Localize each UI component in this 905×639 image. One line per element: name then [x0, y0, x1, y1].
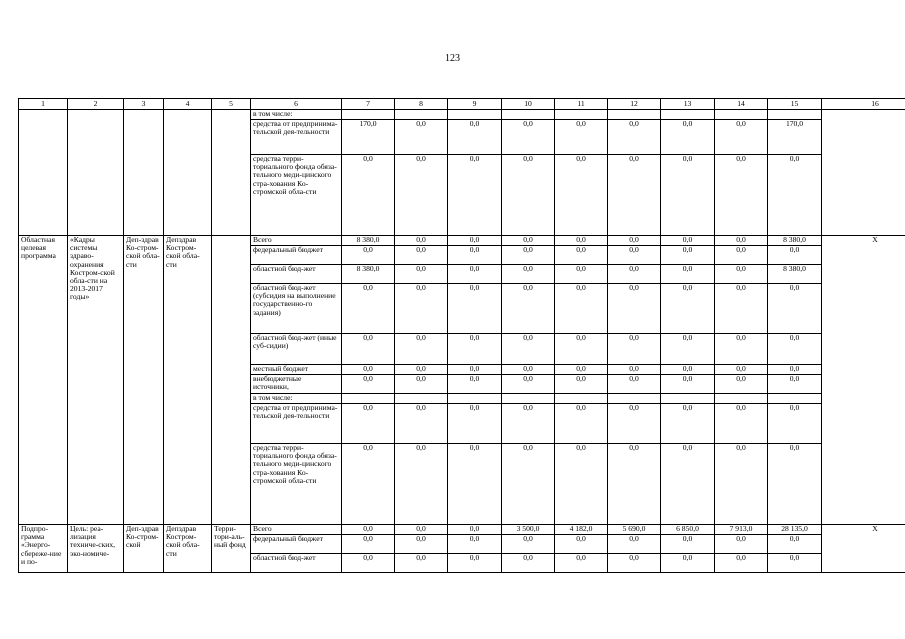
value-cell: 0,0 [661, 246, 715, 265]
value-cell [768, 394, 822, 404]
value-cell: 0,0 [555, 535, 608, 554]
value-cell: 0,0 [768, 284, 822, 334]
value-cell: 0,0 [342, 404, 395, 444]
value-cell: 0,0 [555, 236, 608, 246]
funding-source-label: областной бюд-жет [251, 265, 342, 284]
value-cell [395, 110, 448, 120]
value-cell: 0,0 [768, 334, 822, 365]
funding-source-label: в том числе: [251, 394, 342, 404]
value-cell: 0,0 [768, 404, 822, 444]
value-cell: 0,0 [555, 246, 608, 265]
value-cell: 0,0 [715, 404, 768, 444]
value-cell: 8 380,0 [342, 265, 395, 284]
value-cell: 0,0 [395, 525, 448, 535]
value-cell: 0,0 [608, 265, 661, 284]
value-cell [768, 110, 822, 120]
funding-source-label: областной бюд-жет [251, 554, 342, 573]
value-cell: 0,0 [715, 444, 768, 525]
header-cell: 3 [124, 99, 164, 110]
entity-col1 [19, 110, 68, 236]
header-cell: 8 [395, 99, 448, 110]
entity-col3: Деп-здрав Ко-стром-ской обла-сти [124, 236, 164, 525]
value-cell: 0,0 [555, 444, 608, 525]
value-cell: 0,0 [395, 155, 448, 236]
value-cell: 0,0 [448, 265, 502, 284]
value-cell: 0,0 [715, 365, 768, 375]
value-cell: 0,0 [768, 444, 822, 525]
header-cell: 6 [251, 99, 342, 110]
value-cell: 0,0 [395, 265, 448, 284]
header-row [19, 99, 905, 110]
value-cell: 0,0 [502, 535, 555, 554]
value-cell: 0,0 [608, 535, 661, 554]
value-cell: 0,0 [395, 375, 448, 394]
value-cell: 0,0 [395, 120, 448, 155]
entity-col4: Депздрав Костром-ской обла-сти [164, 236, 212, 525]
value-cell: 0,0 [448, 375, 502, 394]
value-cell: 170,0 [342, 120, 395, 155]
value-cell: 0,0 [715, 120, 768, 155]
value-cell [342, 394, 395, 404]
value-cell: 0,0 [608, 444, 661, 525]
value-cell: 0,0 [342, 365, 395, 375]
value-cell: 0,0 [448, 535, 502, 554]
value-cell: 0,0 [448, 365, 502, 375]
value-cell: 0,0 [715, 265, 768, 284]
value-cell: 0,0 [395, 444, 448, 525]
value-cell: 0,0 [661, 120, 715, 155]
value-cell: 0,0 [608, 554, 661, 573]
value-cell: 0,0 [502, 334, 555, 365]
value-cell: 0,0 [661, 404, 715, 444]
funding-source-label: средства от предпринима-тельской дея-тельности [251, 120, 342, 155]
value-cell: 0,0 [502, 444, 555, 525]
value-cell: 0,0 [395, 535, 448, 554]
value-cell: 0,0 [448, 404, 502, 444]
value-cell: 0,0 [448, 444, 502, 525]
value-cell [395, 394, 448, 404]
value-cell: 0,0 [608, 284, 661, 334]
value-cell: 0,0 [502, 246, 555, 265]
value-cell: 0,0 [395, 404, 448, 444]
value-cell: 0,0 [342, 334, 395, 365]
value-cell: 0,0 [502, 284, 555, 334]
value-cell: 0,0 [661, 375, 715, 394]
value-cell: 0,0 [661, 265, 715, 284]
notes-cell: X [822, 236, 905, 525]
table-row [19, 110, 905, 120]
value-cell: 0,0 [768, 375, 822, 394]
value-cell: 0,0 [661, 334, 715, 365]
header-cell: 13 [661, 99, 715, 110]
notes-cell: X [822, 525, 905, 573]
value-cell [715, 394, 768, 404]
header-cell: 16 [822, 99, 905, 110]
value-cell [608, 394, 661, 404]
header-cell: 4 [164, 99, 212, 110]
value-cell: 0,0 [555, 375, 608, 394]
header-cell: 5 [212, 99, 251, 110]
header-cell: 7 [342, 99, 395, 110]
funding-source-label: областной бюд-жет (субсидия на выполнение государственно-го задания) [251, 284, 342, 334]
value-cell [448, 394, 502, 404]
entity-col5: Терри-тори-аль-ный фонд [212, 525, 251, 573]
value-cell: 0,0 [448, 236, 502, 246]
value-cell: 28 135,0 [768, 525, 822, 535]
value-cell: 0,0 [715, 236, 768, 246]
value-cell: 0,0 [342, 284, 395, 334]
funding-source-label: средства терри-ториального фонда обяза-тельного меди-цинского стра-хования Ко-стромской обла-сти [251, 444, 342, 525]
value-cell: 0,0 [768, 155, 822, 236]
header-cell: 10 [502, 99, 555, 110]
value-cell: 0,0 [448, 155, 502, 236]
value-cell: 0,0 [608, 375, 661, 394]
value-cell: 0,0 [395, 236, 448, 246]
value-cell: 0,0 [448, 554, 502, 573]
value-cell: 0,0 [448, 284, 502, 334]
value-cell: 0,0 [768, 246, 822, 265]
value-cell [661, 110, 715, 120]
value-cell: 0,0 [661, 554, 715, 573]
header-cell: 14 [715, 99, 768, 110]
value-cell: 0,0 [608, 120, 661, 155]
value-cell: 0,0 [342, 246, 395, 265]
value-cell: 4 182,0 [555, 525, 608, 535]
entity-col5 [212, 236, 251, 525]
table-row [19, 525, 905, 535]
value-cell: 0,0 [768, 554, 822, 573]
entity-col5 [212, 110, 251, 236]
value-cell: 170,0 [768, 120, 822, 155]
funding-source-label: федеральный бюджет [251, 246, 342, 265]
value-cell: 0,0 [715, 375, 768, 394]
value-cell: 0,0 [395, 334, 448, 365]
value-cell: 0,0 [555, 334, 608, 365]
entity-col2: «Кадры системы здраво-охранения Костром-ской обла-сти на 2013-2017 годы» [68, 236, 124, 525]
funding-source-label: средства терри-ториального фонда обяза-тельного меди-цинского стра-хования Ко-стромской обла-сти [251, 155, 342, 236]
value-cell: 0,0 [661, 444, 715, 525]
value-cell [555, 394, 608, 404]
value-cell: 0,0 [768, 365, 822, 375]
budget-table [18, 98, 905, 573]
value-cell [342, 110, 395, 120]
value-cell: 0,0 [448, 246, 502, 265]
value-cell: 0,0 [715, 155, 768, 236]
value-cell: 0,0 [502, 265, 555, 284]
value-cell: 8 380,0 [768, 236, 822, 246]
value-cell: 0,0 [661, 155, 715, 236]
value-cell: 0,0 [395, 365, 448, 375]
value-cell [502, 110, 555, 120]
header-cell: 1 [19, 99, 68, 110]
value-cell: 0,0 [448, 525, 502, 535]
value-cell: 0,0 [555, 120, 608, 155]
value-cell: 0,0 [395, 554, 448, 573]
header-cell: 15 [768, 99, 822, 110]
value-cell: 0,0 [395, 284, 448, 334]
page-number: 123 [445, 53, 460, 64]
value-cell: 0,0 [342, 525, 395, 535]
value-cell: 0,0 [502, 375, 555, 394]
value-cell: 0,0 [661, 535, 715, 554]
value-cell: 0,0 [448, 120, 502, 155]
entity-col3: Деп-здрав Ко-стром-ской [124, 525, 164, 573]
value-cell: 0,0 [502, 120, 555, 155]
table-row [19, 236, 905, 246]
value-cell: 0,0 [555, 404, 608, 444]
header-cell: 2 [68, 99, 124, 110]
value-cell: 0,0 [608, 155, 661, 236]
value-cell: 0,0 [715, 246, 768, 265]
value-cell: 6 850,0 [661, 525, 715, 535]
header-cell: 12 [608, 99, 661, 110]
entity-col1: Областная целевая программа [19, 236, 68, 525]
value-cell: 0,0 [555, 365, 608, 375]
value-cell: 8 380,0 [768, 265, 822, 284]
value-cell: 0,0 [448, 334, 502, 365]
value-cell: 0,0 [395, 246, 448, 265]
value-cell: 5 690,0 [608, 525, 661, 535]
value-cell: 0,0 [555, 155, 608, 236]
value-cell: 0,0 [715, 284, 768, 334]
value-cell [661, 394, 715, 404]
entity-col2 [68, 110, 124, 236]
header-cell: 9 [448, 99, 502, 110]
entity-col1: Подпро-грамма «Энерго-сбереже-ние и по- [19, 525, 68, 573]
value-cell: 0,0 [502, 236, 555, 246]
header-cell: 11 [555, 99, 608, 110]
value-cell: 0,0 [342, 155, 395, 236]
value-cell: 0,0 [608, 404, 661, 444]
funding-source-label: местный бюджет [251, 365, 342, 375]
value-cell: 0,0 [715, 554, 768, 573]
funding-source-label: областной бюд-жет (иные суб-сидии) [251, 334, 342, 365]
value-cell: 0,0 [342, 554, 395, 573]
value-cell: 0,0 [661, 365, 715, 375]
value-cell: 0,0 [502, 155, 555, 236]
entity-col4 [164, 110, 212, 236]
value-cell: 0,0 [555, 284, 608, 334]
value-cell: 3 500,0 [502, 525, 555, 535]
value-cell: 0,0 [342, 535, 395, 554]
value-cell: 0,0 [608, 236, 661, 246]
funding-source-label: в том числе: [251, 110, 342, 120]
value-cell: 0,0 [502, 554, 555, 573]
entity-col2: Цель: реа-лизация техниче-ских, эко-номиче- [68, 525, 124, 573]
value-cell: 0,0 [502, 365, 555, 375]
value-cell: 0,0 [608, 365, 661, 375]
value-cell [448, 110, 502, 120]
value-cell [502, 394, 555, 404]
value-cell: 0,0 [502, 404, 555, 444]
value-cell: 0,0 [661, 284, 715, 334]
funding-source-label: средства от предпринима-тельской дея-тельности [251, 404, 342, 444]
value-cell: 0,0 [715, 334, 768, 365]
funding-source-label: Всего [251, 236, 342, 246]
entity-col3 [124, 110, 164, 236]
notes-cell [822, 110, 905, 236]
value-cell: 0,0 [608, 246, 661, 265]
value-cell [555, 110, 608, 120]
value-cell: 7 913,0 [715, 525, 768, 535]
funding-source-label: федеральный бюджет [251, 535, 342, 554]
value-cell: 0,0 [715, 535, 768, 554]
funding-source-label: Всего [251, 525, 342, 535]
value-cell [715, 110, 768, 120]
value-cell: 0,0 [661, 236, 715, 246]
value-cell: 0,0 [768, 535, 822, 554]
funding-source-label: внебюджетные источники, [251, 375, 342, 394]
value-cell: 0,0 [342, 375, 395, 394]
entity-col4: Депздрав Костром-ской обла-сти [164, 525, 212, 573]
value-cell: 0,0 [342, 444, 395, 525]
value-cell: 0,0 [555, 554, 608, 573]
value-cell: 8 380,0 [342, 236, 395, 246]
value-cell [608, 110, 661, 120]
value-cell: 0,0 [608, 334, 661, 365]
value-cell: 0,0 [555, 265, 608, 284]
